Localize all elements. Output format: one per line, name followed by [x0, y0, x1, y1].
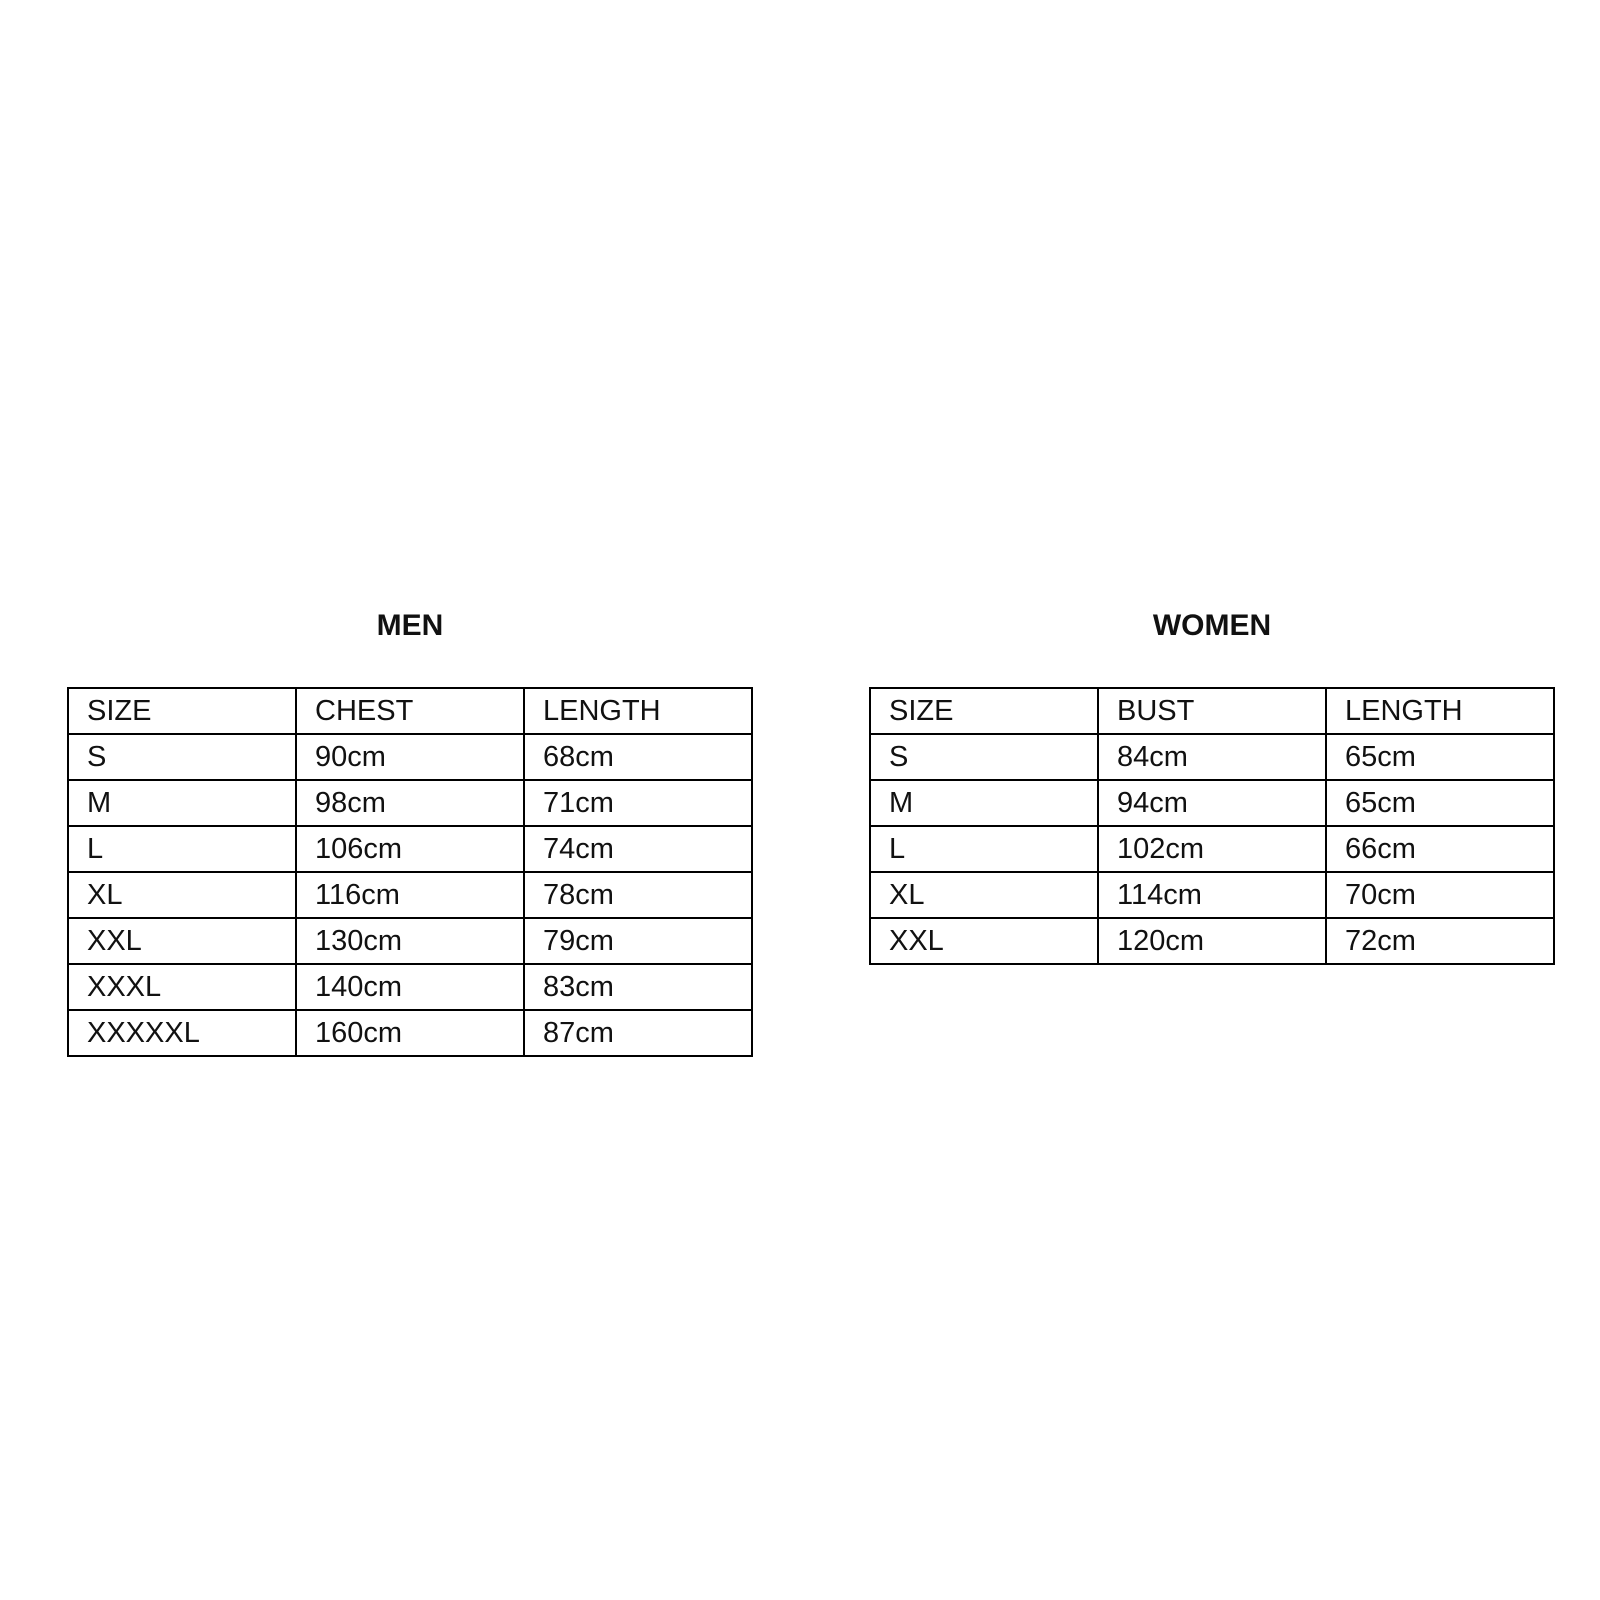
table-header-row: [870, 688, 1554, 734]
bust-cell: 102cm: [1098, 826, 1326, 872]
bust-cell: 120cm: [1098, 918, 1326, 964]
men-size-chart: [67, 608, 753, 1057]
length-cell: 65cm: [1326, 780, 1554, 826]
column-header: BUST: [1098, 688, 1326, 734]
size-cell: S: [68, 734, 296, 780]
column-header: SIZE: [68, 688, 296, 734]
table-row: [68, 872, 752, 918]
men-chart-title: MEN: [376, 609, 444, 642]
women-size-chart: [869, 608, 1555, 965]
length-cell: 65cm: [1326, 734, 1554, 780]
table-row: [68, 1010, 752, 1056]
length-cell: 71cm: [524, 780, 752, 826]
length-cell: 79cm: [524, 918, 752, 964]
length-cell: 66cm: [1326, 826, 1554, 872]
size-cell: M: [68, 780, 296, 826]
column-header: LENGTH: [1326, 688, 1554, 734]
size-cell: L: [870, 826, 1098, 872]
bust-cell: 114cm: [1098, 872, 1326, 918]
bust-cell: 84cm: [1098, 734, 1326, 780]
table-row: [870, 780, 1554, 826]
length-cell: 68cm: [524, 734, 752, 780]
bust-cell: 94cm: [1098, 780, 1326, 826]
table-row: [68, 826, 752, 872]
chest-cell: 116cm: [296, 872, 524, 918]
chest-cell: 130cm: [296, 918, 524, 964]
length-cell: 72cm: [1326, 918, 1554, 964]
length-cell: 70cm: [1326, 872, 1554, 918]
table-row: [68, 918, 752, 964]
table-row: [870, 734, 1554, 780]
table-row: [68, 964, 752, 1010]
chest-cell: 98cm: [296, 780, 524, 826]
chest-cell: 90cm: [296, 734, 524, 780]
women-chart-title: WOMEN: [1152, 609, 1272, 642]
size-cell: XL: [68, 872, 296, 918]
chest-cell: 106cm: [296, 826, 524, 872]
women-size-table: [869, 687, 1555, 965]
size-cell: XL: [870, 872, 1098, 918]
chest-cell: 140cm: [296, 964, 524, 1010]
table-row: [870, 826, 1554, 872]
men-size-table: [67, 687, 753, 1057]
length-cell: 87cm: [524, 1010, 752, 1056]
size-cell: M: [870, 780, 1098, 826]
column-header: CHEST: [296, 688, 524, 734]
length-cell: 78cm: [524, 872, 752, 918]
table-row: [870, 918, 1554, 964]
table-row: [68, 780, 752, 826]
size-cell: XXXXXL: [68, 1010, 296, 1056]
chest-cell: 160cm: [296, 1010, 524, 1056]
length-cell: 74cm: [524, 826, 752, 872]
size-cell: XXXL: [68, 964, 296, 1010]
column-header: LENGTH: [524, 688, 752, 734]
size-cell: XXL: [870, 918, 1098, 964]
size-cell: L: [68, 826, 296, 872]
table-row: [870, 872, 1554, 918]
table-header-row: [68, 688, 752, 734]
size-cell: XXL: [68, 918, 296, 964]
column-header: SIZE: [870, 688, 1098, 734]
length-cell: 83cm: [524, 964, 752, 1010]
table-row: [68, 734, 752, 780]
size-cell: S: [870, 734, 1098, 780]
